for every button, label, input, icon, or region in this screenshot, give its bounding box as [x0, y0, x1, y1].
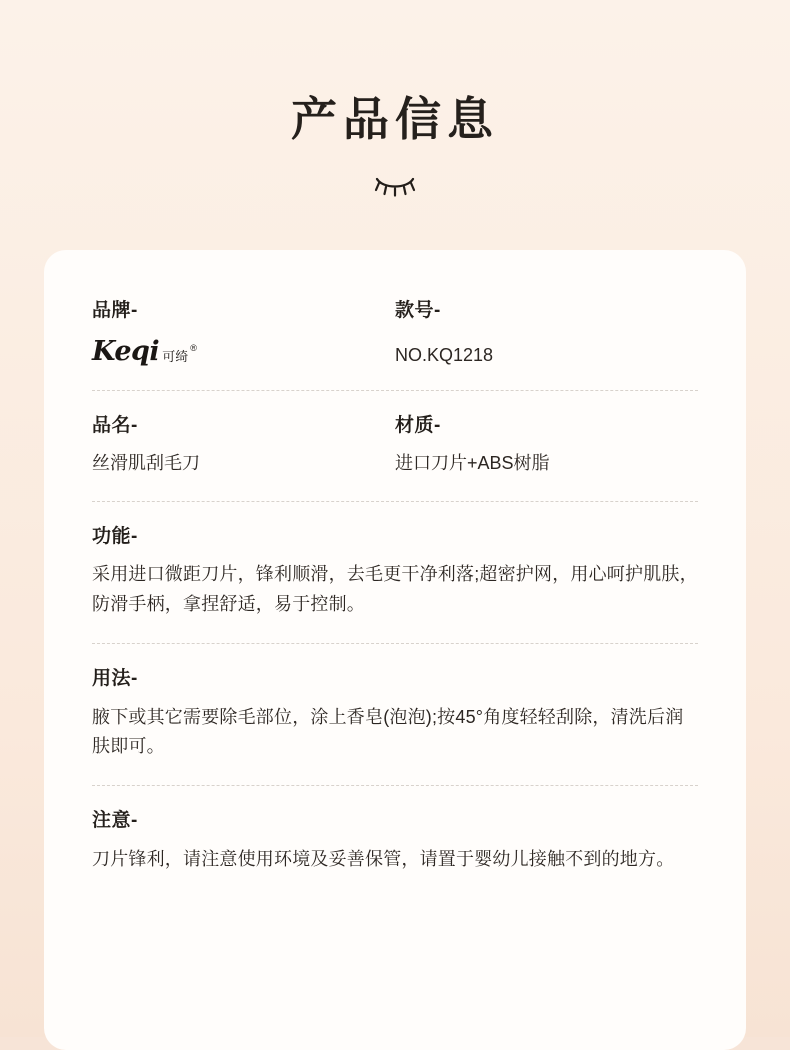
product-info-card: [44, 250, 746, 1050]
field-value-function: 采用进口微距刀片，锋利顺滑，去毛更干净利落;超密护网，用心呵护肌肤，防滑手柄，拿捏舒适，易于控制。: [92, 564, 698, 614]
divider: [92, 785, 698, 786]
field-label-product-name: 品名-: [92, 414, 138, 436]
field-value-product-name: 丝滑肌刮毛刀: [92, 452, 200, 473]
field-row-brand-model: [92, 300, 698, 366]
field-label-model: 款号-: [395, 300, 441, 321]
field-value-usage: 腋下或其它需要除毛部位，涂上香皂(泡泡);按45°角度轻轻刮除，清洗后润肤即可。: [92, 706, 684, 756]
field-material: [395, 415, 698, 477]
divider: [92, 643, 698, 644]
field-value-model: NO.KQ1218: [395, 344, 494, 365]
field-label-function: 功能-: [92, 525, 138, 547]
registered-trademark-icon: ®: [190, 342, 197, 353]
brand-logo: [92, 335, 395, 365]
divider: [92, 501, 698, 502]
field-value-caution: 刀片锋利，请注意使用环境及妥善保管，请置于婴幼儿接触不到的地方。: [92, 848, 675, 869]
field-value-material: 进口刀片+ABS树脂: [395, 452, 550, 473]
field-model: [395, 300, 698, 366]
divider: [92, 390, 698, 391]
brand-logo-chinese-text: 可绮: [162, 349, 189, 365]
eyelash-ornament-icon: [0, 176, 790, 202]
field-function: [92, 526, 698, 619]
field-label-usage: 用法-: [92, 667, 138, 689]
field-brand: [92, 300, 395, 366]
brand-logo-chinese: [162, 350, 188, 364]
field-label-caution: 注意-: [92, 809, 138, 831]
page-title: 产品信息: [291, 93, 499, 145]
field-caution: [92, 810, 698, 874]
field-product-name: [92, 415, 395, 477]
field-label-brand: 品牌-: [92, 300, 138, 321]
field-label-material: 材质-: [395, 414, 441, 436]
field-usage: [92, 668, 698, 761]
brand-logo-latin: Keqi: [92, 335, 160, 367]
field-row-name-material: [92, 415, 698, 477]
